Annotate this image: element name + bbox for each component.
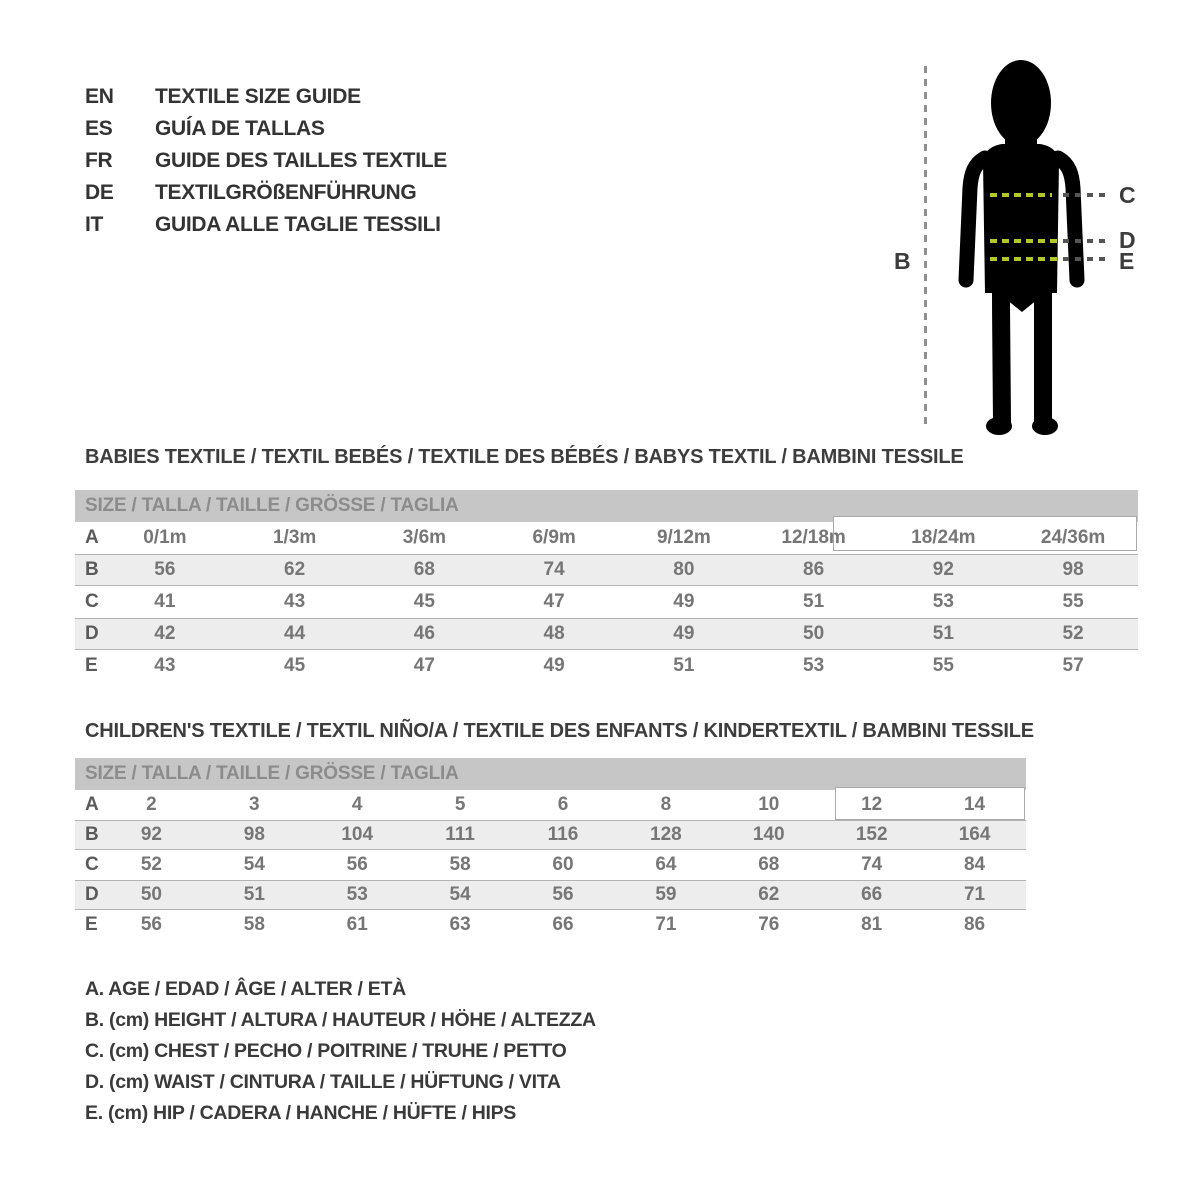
language-code: EN bbox=[85, 85, 114, 108]
table-cell: 43 bbox=[154, 655, 176, 676]
table-cell: 10 bbox=[758, 794, 780, 815]
table-cell: 68 bbox=[758, 854, 780, 875]
title-row-es bbox=[85, 113, 447, 145]
table-cell: 14 bbox=[963, 794, 986, 815]
title-row-fr bbox=[85, 145, 447, 177]
table-cell: 1/3m bbox=[272, 527, 317, 548]
table-cell: 51 bbox=[803, 591, 825, 612]
children-section-title: CHILDREN'S TEXTILE / TEXTIL NIÑO/A / TEXTILE DES ENFANTS / KINDERTEXTIL / BAMBINI TESSILE bbox=[85, 720, 1034, 742]
table-cell: 51 bbox=[243, 884, 265, 905]
hip-dashed-line-lead bbox=[1063, 257, 1109, 261]
child-silhouette-icon bbox=[940, 58, 1110, 448]
legend-hip: E. (cm) HIP / CADERA / HANCHE / HÜFTE / HIPS bbox=[85, 1102, 517, 1124]
table-cell: 53 bbox=[932, 591, 954, 612]
row-label: B bbox=[85, 559, 99, 580]
title-text: GUIDA ALLE TAGLIE TESSILI bbox=[155, 213, 441, 236]
size-table-row-b bbox=[75, 820, 1026, 850]
row-label: A bbox=[85, 527, 99, 548]
title-row-it bbox=[85, 209, 447, 241]
table-cell: 43 bbox=[284, 591, 306, 612]
size-table-row-b bbox=[75, 554, 1138, 586]
waist-dashed-line-lead bbox=[1063, 239, 1109, 243]
table-cell: 24/36m bbox=[1040, 527, 1106, 548]
row-label: D bbox=[85, 623, 99, 644]
size-table-row-e bbox=[75, 910, 1026, 940]
table-cell: 86 bbox=[963, 914, 986, 935]
table-cell: 49 bbox=[673, 623, 695, 644]
chest-dashed-line-lead bbox=[1063, 193, 1109, 197]
hip-dashed-line-body bbox=[990, 257, 1058, 261]
table-cell: 116 bbox=[547, 824, 579, 845]
table-cell: 46 bbox=[413, 623, 435, 644]
language-title-block bbox=[85, 81, 447, 241]
table-cell: 6/9m bbox=[532, 527, 576, 548]
table-cell: 53 bbox=[346, 884, 368, 905]
table-cell: 66 bbox=[861, 884, 883, 905]
table-cell: 164 bbox=[958, 824, 991, 845]
table-cell: 3/6m bbox=[402, 527, 447, 548]
table-cell: 56 bbox=[552, 884, 574, 905]
table-cell: 71 bbox=[655, 914, 677, 935]
hip-label: E bbox=[1119, 248, 1135, 274]
legend-age: A. AGE / EDAD / ÂGE / ALTER / ETÀ bbox=[85, 978, 406, 1000]
table-cell: 42 bbox=[154, 623, 176, 644]
table-cell: 6 bbox=[557, 794, 569, 815]
table-cell: 74 bbox=[861, 854, 883, 875]
table-cell: 12 bbox=[861, 794, 883, 815]
table-cell: 84 bbox=[963, 854, 986, 875]
chest-label: C bbox=[1119, 182, 1136, 208]
waist-label: D bbox=[1119, 227, 1136, 253]
size-table-row-e bbox=[75, 650, 1138, 682]
legend-chest: C. (cm) CHEST / PECHO / POITRINE / TRUHE / PETTO bbox=[85, 1040, 567, 1062]
row-label: D bbox=[85, 884, 99, 905]
table-cell: 56 bbox=[346, 854, 368, 875]
table-cell: 47 bbox=[543, 591, 565, 612]
babies-size-table bbox=[75, 490, 1138, 682]
selected-size-highlight bbox=[835, 787, 1025, 820]
title-text: TEXTILE SIZE GUIDE bbox=[155, 85, 361, 108]
table-cell: 4 bbox=[351, 794, 363, 815]
table-cell: 92 bbox=[140, 824, 162, 845]
table-cell: 64 bbox=[655, 854, 677, 875]
table-cell: 8 bbox=[660, 794, 672, 815]
table-cell: 81 bbox=[861, 914, 883, 935]
size-table-row-d bbox=[75, 618, 1138, 650]
language-code: DE bbox=[85, 181, 114, 204]
table-cell: 18/24m bbox=[911, 527, 976, 548]
table-cell: 12/18m bbox=[781, 527, 846, 548]
table-cell: 3 bbox=[249, 794, 260, 815]
table-cell: 58 bbox=[243, 914, 265, 935]
table-cell: 54 bbox=[449, 884, 471, 905]
height-dashed-line bbox=[924, 66, 927, 430]
table-cell: 5 bbox=[454, 794, 466, 815]
table-cell: 71 bbox=[963, 884, 986, 905]
table-cell: 50 bbox=[140, 884, 162, 905]
title-row-de bbox=[85, 177, 447, 209]
title-text: GUÍA DE TALLAS bbox=[155, 117, 325, 140]
children-size-table bbox=[75, 758, 1026, 940]
title-row-en bbox=[85, 81, 447, 113]
table-cell: 54 bbox=[243, 854, 265, 875]
table-cell: 41 bbox=[154, 591, 176, 612]
babies-section-title: BABIES TEXTILE / TEXTIL BEBÉS / TEXTILE DES BÉBÉS / BABYS TEXTIL / BAMBINI TESSILE bbox=[85, 446, 964, 468]
table-cell: 80 bbox=[673, 559, 695, 580]
table-cell: 55 bbox=[932, 655, 954, 676]
table-cell: 45 bbox=[413, 591, 435, 612]
language-code: IT bbox=[85, 213, 104, 236]
table-cell: 86 bbox=[803, 559, 825, 580]
table-cell: 76 bbox=[758, 914, 780, 935]
table-cell: 61 bbox=[346, 914, 368, 935]
table-cell: 62 bbox=[758, 884, 780, 905]
table-cell: 51 bbox=[673, 655, 695, 676]
row-label: E bbox=[85, 914, 98, 935]
measurement-legend bbox=[85, 974, 596, 1129]
size-table-row-c bbox=[75, 586, 1138, 618]
table-cell: 62 bbox=[284, 559, 306, 580]
row-label: C bbox=[85, 854, 99, 875]
row-label: C bbox=[85, 591, 99, 612]
size-table-row-d bbox=[75, 880, 1026, 910]
table-cell: 98 bbox=[1062, 559, 1084, 580]
table-cell: 58 bbox=[449, 854, 471, 875]
selected-size-highlight bbox=[833, 516, 1137, 551]
size-header-row: SIZE / TALLA / TAILLE / GRÖSSE / TAGLIA bbox=[75, 758, 1026, 790]
table-cell: 50 bbox=[803, 623, 825, 644]
waist-dashed-line-body bbox=[990, 239, 1058, 243]
height-label: B bbox=[894, 248, 911, 274]
table-cell: 9/12m bbox=[656, 527, 711, 548]
table-cell: 0/1m bbox=[143, 527, 187, 548]
table-cell: 53 bbox=[803, 655, 825, 676]
table-cell: 49 bbox=[543, 655, 565, 676]
table-cell: 74 bbox=[543, 559, 565, 580]
row-label: A bbox=[85, 794, 99, 815]
size-table-row-c bbox=[75, 850, 1026, 880]
table-cell: 66 bbox=[552, 914, 574, 935]
table-cell: 55 bbox=[1062, 591, 1084, 612]
table-cell: 68 bbox=[413, 559, 435, 580]
table-cell: 57 bbox=[1062, 655, 1084, 676]
table-cell: 52 bbox=[140, 854, 162, 875]
row-label: B bbox=[85, 824, 99, 845]
table-cell: 2 bbox=[146, 794, 157, 815]
table-cell: 51 bbox=[932, 623, 954, 644]
table-cell: 104 bbox=[341, 824, 374, 845]
row-label: E bbox=[85, 655, 98, 676]
table-cell: 140 bbox=[752, 824, 785, 845]
table-cell: 111 bbox=[445, 824, 475, 845]
legend-height: B. (cm) HEIGHT / ALTURA / HAUTEUR / HÖHE / ALTEZZA bbox=[85, 1009, 596, 1031]
table-cell: 47 bbox=[413, 655, 435, 676]
table-cell: 44 bbox=[284, 623, 306, 644]
title-text: GUIDE DES TAILLES TEXTILE bbox=[155, 149, 447, 172]
table-cell: 56 bbox=[154, 559, 176, 580]
table-cell: 98 bbox=[243, 824, 265, 845]
table-cell: 152 bbox=[855, 824, 888, 845]
legend-waist: D. (cm) WAIST / CINTURA / TAILLE / HÜFTUNG / VITA bbox=[85, 1071, 561, 1093]
table-cell: 92 bbox=[932, 559, 954, 580]
title-text: TEXTILGRÖßENFÜHRUNG bbox=[155, 181, 417, 204]
chest-dashed-line-body bbox=[990, 193, 1052, 197]
table-cell: 48 bbox=[543, 623, 565, 644]
table-cell: 128 bbox=[650, 824, 682, 845]
language-code: ES bbox=[85, 117, 113, 140]
table-cell: 49 bbox=[673, 591, 695, 612]
table-cell: 45 bbox=[284, 655, 306, 676]
size-header-row: SIZE / TALLA / TAILLE / GRÖSSE / TAGLIA bbox=[75, 490, 1138, 522]
table-cell: 60 bbox=[552, 854, 574, 875]
language-code: FR bbox=[85, 149, 113, 172]
table-cell: 59 bbox=[655, 884, 677, 905]
table-cell: 52 bbox=[1062, 623, 1084, 644]
table-cell: 63 bbox=[449, 914, 471, 935]
table-cell: 56 bbox=[140, 914, 162, 935]
